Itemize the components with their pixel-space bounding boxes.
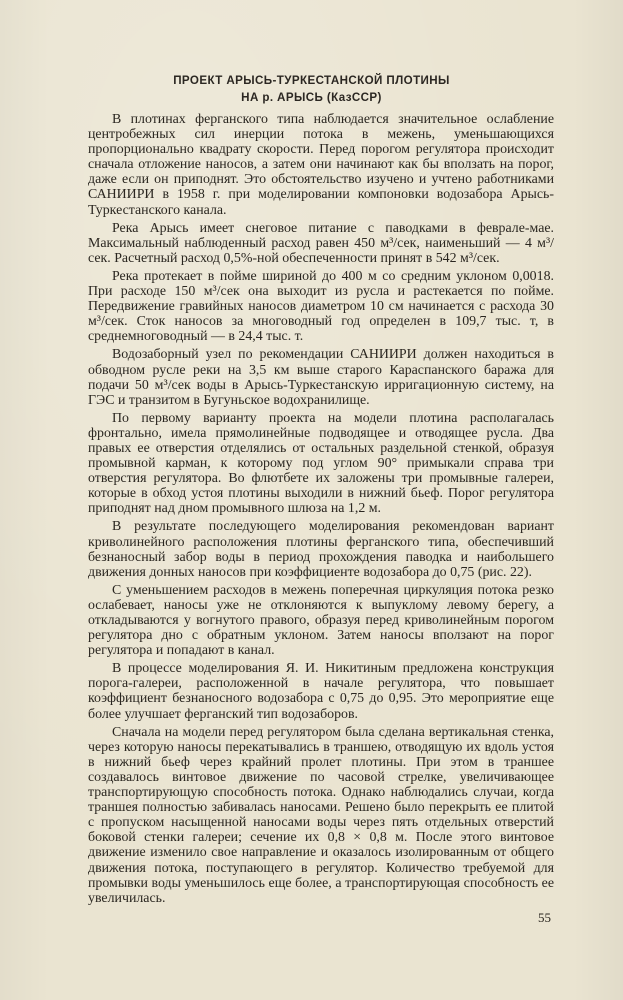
chapter-title [0,72,623,106]
page-number: 55 [538,910,551,925]
paragraph-8: В процессе моделирования Я. И. Никитиным предложена конструкция порога-галереи, расположенной в начале регулятора, что повышает коэффициент безнаносного водозабора с 0,75 до 0,95. Это мероприятие еще более улучшает ферганский тип водозаборов. [88,661,554,722]
body-text [88,112,554,909]
paragraph-7: С уменьшением расходов в межень поперечная циркуляция потока резко ослабевает, наносы уже не отклоняются к выпуклому левому берегу, а откладываются у вогнутого правого, образуя перед криволинейным порогом регулятора дно с обратным уклоном. Затем наносы вползают на порог регулятора и попадают в канал. [88,582,554,659]
title-line-2: НА р. АРЫСЬ (КазССР) [241,91,382,104]
title-line-1: ПРОЕКТ АРЫСЬ-ТУРКЕСТАНСКОЙ ПЛОТИНЫ [173,74,450,87]
paragraph-4: Водозаборный узел по рекомендации САНИИРИ должен находиться в обводном русле реки на 3,5 км выше старого Карaспанского баража для подачи 50 м³/сек воды в Арысь-Туркестанскую ирригационную систему, на ГЭС и транзитом в Бугуньское водохранилище. [88,347,554,408]
paragraph-9: Сначала на модели перед регулятором была сделана вертикальная стенка, через которую наносы перекатывались в траншею, отводящую их вдоль устоя в нижний бьеф через крайний пролет плотины. При этом в траншее создавалось винтовое движение по часовой стрелке, увеличивающее транспортирующую способность потока. Однако наблюдались случаи, когда траншея полностью забивалась наносами. Решено было перекрыть ее плитой с пропуском насыщенной наносами воды через пять отдельных отверстий боковой стенки галереи; сечение их 0,8 × 0,8 м. После этого винтовое движение изменило свое направление и оказалось изолированным от общего движения потока, поступающего в регулятор. Количество требуемой для промывки воды уменьшилось еще более, а транспортирующая способность ее увеличилась. [88,724,554,906]
paragraph-2: Река Арысь имеет снеговое питание с паводками в феврале-мае. Максимальный наблюденный расход равен 450 м³/сек, наименьший — 4 м³/сек. Расчетный расход 0,5%-ной обеспеченности принят в 542 м³/сек. [88,220,554,266]
paragraph-6: В результате последующего моделирования рекомендован вариант криволинейного расположения плотины ферганского типа, обеспечивший безнаносный забор воды в период прохождения паводка и наибольшего движения донных наносов при коэффициенте водозабора до 0,75 (рис. 22). [88,519,554,580]
paragraph-5: По первому варианту проекта на модели плотина располагалась фронтально, имела прямолинейные подводящее и отводящее русла. Два правых ее отверстия отделялись от остальных раздельной стенкой, образуя промывной карман, к которому под углом 90° примыкали справа три отверстия регулятора. Во флютбете их заложены три промывные галереи, которые в обход устоя плотины выходили в нижний бьеф. Порог регулятора приподнят над дном промывного шлюза на 1,2 м. [88,410,554,517]
paragraph-1: В плотинах ферганского типа наблюдается значительное ослабление центробежных сил инерции потока в межень, уменьшающихся пропорционально квадрату скорости. Перед порогом регулятора происходит сначала отложение наносов, а затем они начинают как бы вползать на порог, даже если он приподнят. Это обстоятельство изучено и учтено работниками САНИИРИ в 1958 г. при моделировании компоновки водозабора Арысь-Туркестанского канала. [88,112,554,218]
paragraph-3: Река протекает в пойме шириной до 400 м со средним уклоном 0,0018. При расходе 150 м³/сек она выходит из русла и растекается по пойме. Передвижение гравийных наносов диаметром 10 см начинается с расхода 30 м³/сек. Сток наносов за многоводный год определен в 109,7 тыс. т, в среднемноговодный — в 24,4 тыс. т. [88,268,554,345]
